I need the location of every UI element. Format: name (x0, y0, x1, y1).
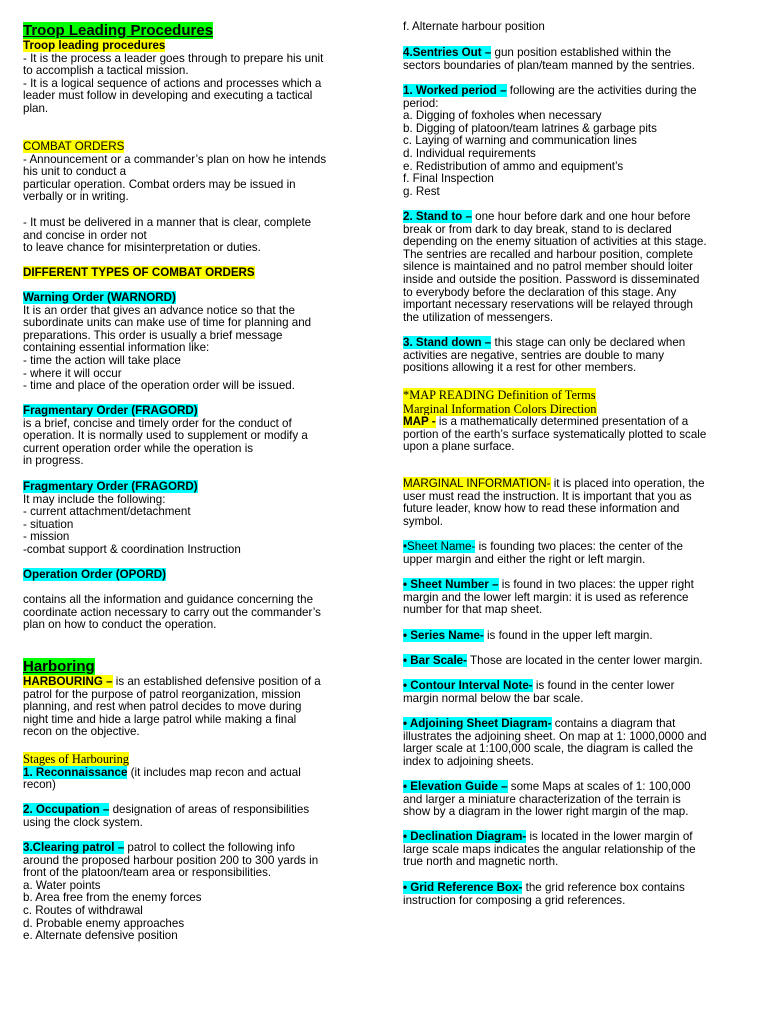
series-first-line: is found in the upper left margin. (483, 629, 653, 642)
text-line: plan on how to conduct the operation. (23, 618, 217, 632)
types-heading: DIFFERENT TYPES OF COMBAT ORDERS (23, 266, 255, 279)
text-line: sectors boundaries of plan/team manned by the sentries. (403, 58, 695, 72)
text-line: e. Redistribution of ammo and equipment’s (403, 159, 624, 173)
alt-harbour-block (403, 21, 743, 34)
map-heading-1: *MAP READING Definition of Terms (403, 388, 596, 402)
recon-term: 1. Reconnaissance (23, 765, 128, 779)
text-line: larger scale at 1:100,000 scale, the diagram is called the (403, 742, 694, 756)
clearing-section (23, 842, 358, 943)
stages-section (23, 753, 358, 792)
adjoining-text (403, 731, 743, 769)
text-line: - It is the process a leader goes through to prepare his unit (23, 51, 324, 65)
text-line: positions allowing it a rest for other members. (403, 361, 637, 375)
sentries-section (403, 47, 743, 72)
text-line: d. Probable enemy approaches (23, 916, 185, 930)
marginal-text (403, 491, 743, 529)
sheetname-text (403, 554, 743, 567)
harbouring-text (23, 689, 358, 739)
gridref-text (403, 895, 743, 908)
declination-term: • Declination Diagram- (403, 830, 527, 843)
opord-heading-block (23, 569, 358, 582)
text-line: leader must follow in developing and executing a tactical (23, 89, 313, 103)
recon-first-line: (it includes map recon and actual (127, 765, 301, 779)
text-line: e. Alternate defensive position (23, 929, 178, 943)
tlp-section (23, 40, 358, 116)
text-line: and concise in order not (23, 228, 147, 242)
occupation-text (23, 817, 358, 830)
text-line: - Announcement or a commander’s plan on how he intends (23, 152, 327, 166)
fragord2-heading: Fragmentary Order (FRAGORD) (23, 480, 198, 493)
text-line: period: (403, 96, 439, 110)
text-line: planning, and rest when patrol decides to move during (23, 700, 302, 714)
map-reading-section (403, 389, 743, 454)
combat-orders-text (23, 154, 358, 204)
text-line: f. Final Inspection (403, 172, 494, 186)
fragord1-section (23, 405, 358, 468)
text-line: large scale maps indicates the angular relationship of the (403, 842, 696, 856)
text-line: and larger a miniature characterization of the terrain is (403, 792, 681, 806)
opord-section (23, 594, 358, 632)
text-line: break or from dark to day break, stand to is declared (403, 222, 672, 236)
text-line: around the proposed harbour position 200 to 300 yards in (23, 853, 319, 867)
page-title: Troop Leading Procedures (23, 22, 214, 39)
text-line: preparations. This order is usually a brief message (23, 328, 283, 342)
sentries-text (403, 60, 743, 73)
text-line: the utilization of messengers. (403, 310, 554, 324)
harbouring-term: HARBOURING – (23, 675, 113, 688)
text-line: - It must be delivered in a manner that is clear, complete (23, 216, 312, 229)
text-line: coordinate action necessary to carry out the commander’s (23, 605, 321, 619)
harboring-title-block (23, 658, 358, 675)
contour-section (403, 680, 743, 705)
marginal-first-line: it is placed into operation, the (550, 477, 705, 490)
combat-orders-heading: COMBAT ORDERS (23, 140, 125, 153)
text-line: verbally or in writing. (23, 190, 129, 204)
text-line: plan. (23, 101, 49, 115)
text-line: containing essential information like: (23, 341, 210, 355)
harbouring-section (23, 676, 358, 739)
map-heading-2: Marginal Information Colors Direction (403, 401, 597, 416)
harboring-title: Harboring (23, 658, 95, 675)
text-line: - mission (23, 530, 70, 544)
occupation-term: 2. Occupation – (23, 803, 110, 816)
text-line: c. Routes of withdrawal (23, 903, 143, 917)
text-line: b. Area free from the enemy forces (23, 891, 202, 905)
text-line: recon on the objective. (23, 725, 140, 739)
clearing-term: 3.Clearing patrol – (23, 841, 125, 854)
harbouring-first-line: is an established defensive position of a (112, 675, 321, 688)
elevation-first-line: some Maps at scales of 1: 100,000 (507, 780, 691, 793)
text-line: show by a diagram in the lower right margin of the map. (403, 805, 689, 819)
gridref-term: • Grid Reference Box- (403, 881, 523, 894)
standdown-term: 3. Stand down – (403, 336, 492, 349)
warnord-heading: Warning Order (WARNORD) (23, 291, 176, 304)
alt-harbour-line: f. Alternate harbour position (403, 20, 545, 33)
marginal-section (403, 478, 743, 528)
text-line: - situation (23, 517, 74, 531)
clearing-text (23, 855, 358, 943)
delivered-section (23, 217, 358, 255)
text-line: index to adjoining sheets. (403, 754, 534, 768)
title-block (23, 22, 358, 39)
text-line: to leave chance for misinterpretation or duties. (23, 241, 261, 255)
text-line: patrol for the purpose of patrol reorganization, mission (23, 687, 301, 701)
opord-text (23, 594, 358, 632)
text-line: margin normal below the bar scale. (403, 691, 584, 705)
text-line: his unit to conduct a (23, 165, 127, 179)
text-line: a. Digging of foxholes when necessary (403, 109, 602, 123)
elevation-section (403, 781, 743, 819)
text-line: to accomplish a tactical mission. (23, 64, 189, 78)
combat-orders-section (23, 141, 358, 204)
standto-first-line: one hour before dark and one hour before (471, 210, 691, 223)
text-line: contains all the information and guidance concerning the (23, 593, 314, 606)
text-line: user must read the instruction. It is important that you as (403, 489, 692, 503)
text-line: -combat support & coordination Instruction (23, 542, 241, 556)
series-section (403, 630, 743, 643)
opord-heading: Operation Order (OPORD) (23, 568, 167, 581)
adjoining-section (403, 718, 743, 768)
occupation-first-line: designation of areas of responsibilities (109, 803, 310, 816)
text-line: in progress. (23, 454, 84, 468)
clearing-first-line: patrol to collect the following info (124, 841, 295, 854)
sheetnumber-first-line: is found in two places: the upper right (498, 578, 694, 591)
text-line: depending on the enemy situation of activities at this stage. (403, 235, 707, 249)
adjoining-term: • Adjoining Sheet Diagram- (403, 717, 552, 730)
sheetname-section (403, 541, 743, 566)
text-line: - time and place of the operation order will be issued. (23, 379, 295, 393)
text-line: a. Water points (23, 878, 101, 892)
worked-first-line: following are the activities during the (506, 84, 697, 97)
standto-term: 2. Stand to – (403, 210, 472, 223)
text-line: using the clock system. (23, 815, 143, 829)
text-line: It is an order that gives an advance notice so that the (23, 303, 295, 317)
text-line: upper margin and either the right or left margin. (403, 552, 646, 566)
fragord1-heading: Fragmentary Order (FRAGORD) (23, 404, 198, 417)
recon-text (23, 779, 358, 792)
text-line: symbol. (403, 514, 443, 528)
fragord1-text (23, 418, 358, 468)
sheetname-first-line: is founding two places: the center of the (475, 540, 683, 553)
text-line: The sentries are recalled and harbour position, complete (403, 247, 694, 261)
text-line: d. Individual requirements (403, 146, 536, 160)
contour-first-line: is found in the center lower (532, 679, 675, 692)
sheetnumber-section (403, 579, 743, 617)
text-line: illustrates the adjoining sheet. On map at 1: 1000,0000 and (403, 729, 707, 743)
gridref-section (403, 882, 743, 907)
text-line: important necessary reservations will be relayed through (403, 298, 693, 312)
elevation-text (403, 794, 743, 819)
text-line: number for that map sheet. (403, 603, 543, 617)
text-line: - time the action will take place (23, 353, 181, 367)
standdown-section (403, 337, 743, 375)
worked-text (403, 98, 743, 199)
text-line: operation. It is normally used to supplement or modify a (23, 429, 308, 443)
text-line: - current attachment/detachment (23, 505, 191, 519)
occupation-section (23, 804, 358, 829)
text-line: upon a plane surface. (403, 440, 515, 454)
declination-section (403, 831, 743, 869)
text-line: c. Laying of warning and communication lines (403, 134, 637, 148)
text-line: particular operation. Combat orders may be issued in (23, 177, 296, 191)
tlp-heading: Troop leading procedures (23, 39, 166, 52)
standto-section (403, 211, 743, 324)
text-line: - where it will occur (23, 366, 122, 380)
contour-text (403, 693, 743, 706)
text-line: inside and outside the position. Password is disseminated (403, 272, 700, 286)
contour-term: • Contour Interval Note- (403, 679, 533, 692)
series-term: • Series Name- (403, 629, 484, 642)
text-line: to everybody before the declaration of this stage. Any (403, 285, 677, 299)
text-line: subordinate units can make use of time for planning and (23, 316, 312, 330)
text-line: It may include the following: (23, 492, 166, 506)
sentries-term: 4.Sentries Out – (403, 46, 492, 59)
text-line: instruction for composing a grid references. (403, 893, 626, 907)
barscale-section (403, 655, 743, 668)
marginal-term: MARGINAL INFORMATION- (403, 477, 551, 490)
gridref-first-line: the grid reference box contains (522, 881, 685, 894)
map-text (403, 429, 743, 454)
text-line: - It is a logical sequence of actions and processes which a (23, 76, 322, 90)
stages-heading: Stages of Harbouring (23, 752, 129, 766)
standto-text (403, 224, 743, 325)
text-line: night time and hide a large patrol while making a final (23, 712, 297, 726)
worked-term: 1. Worked period – (403, 84, 507, 97)
text-line: recon) (23, 778, 56, 792)
barscale-first-line: Those are located in the center lower margin. (467, 654, 703, 667)
text-line: current operation order while the operation is (23, 441, 254, 455)
elevation-term: • Elevation Guide – (403, 780, 508, 793)
worked-section (403, 85, 743, 198)
text-line: future leader, know how to read these information and (403, 502, 680, 516)
text-line: g. Rest (403, 184, 440, 198)
fragord2-text (23, 494, 358, 557)
declination-text (403, 844, 743, 869)
text-line: is a brief, concise and timely order for the conduct of (23, 416, 292, 430)
sheetnumber-text (403, 592, 743, 617)
map-term: MAP - (403, 415, 436, 429)
text-line: b. Digging of platoon/team latrines & garbage pits (403, 121, 657, 135)
adjoining-first-line: contains a diagram that (551, 717, 676, 730)
warnord-section (23, 292, 358, 393)
text-line: front of the platoon/team area or responsibilities. (23, 866, 272, 880)
delivered-text (23, 217, 358, 255)
text-line: silence is maintained and no patrol member should loiter (403, 260, 694, 274)
text-line: margin and the lower left margin: it is used as reference (403, 590, 689, 604)
fragord2-section (23, 481, 358, 557)
sheetnumber-term: • Sheet Number – (403, 578, 499, 591)
text-line: activities are negative, sentries are double to many (403, 348, 665, 362)
text-line: true north and magnetic north. (403, 855, 559, 869)
standdown-text (403, 350, 743, 375)
map-first-line: is a mathematically determined presentation of a (435, 415, 689, 429)
warnord-text (23, 305, 358, 393)
types-section (23, 267, 358, 280)
tlp-text (23, 53, 358, 116)
sheetname-term: •Sheet Name- (403, 540, 476, 553)
text-line: portion of the earth’s surface systematically plotted to scale (403, 427, 707, 441)
standdown-first-line: this stage can only be declared when (491, 336, 686, 349)
declination-first-line: is located in the lower margin of (526, 830, 693, 843)
sentries-first-line: gun position established within the (491, 46, 672, 59)
barscale-term: • Bar Scale- (403, 654, 467, 667)
